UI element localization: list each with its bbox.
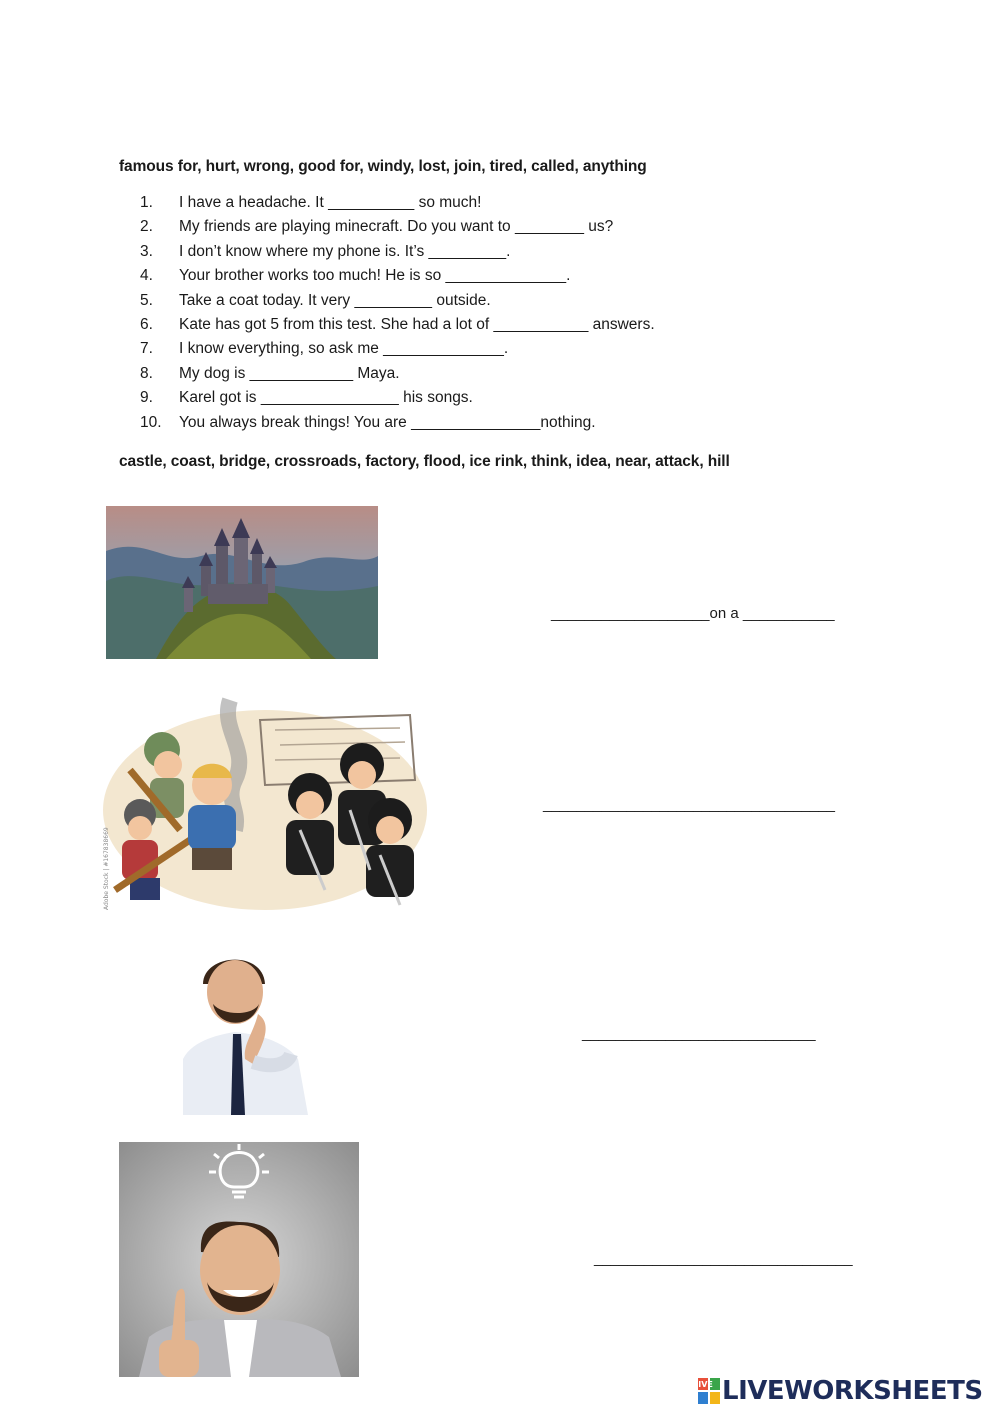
list-item: 3. I don’t know where my phone is. It’s _________. xyxy=(140,242,511,260)
liveworksheets-logo[interactable] xyxy=(693,1376,983,1406)
list-item: 10. You always break things! You are _______________nothing. xyxy=(140,413,596,431)
logo-text: LIVEWORKSHEETS xyxy=(722,1376,983,1406)
list-item: 6. Kate has got 5 from this test. She had a lot of ___________ answers. xyxy=(140,315,655,333)
thinking-man-image xyxy=(183,944,308,1115)
list-item: 5. Take a coat today. It very _________ outside. xyxy=(140,291,491,309)
list-item: 7. I know everything, so ask me ______________. xyxy=(140,340,509,358)
image-watermark: Adobe Stock | #167838669 xyxy=(103,827,110,910)
word-bank-1: famous for, hurt, wrong, good for, windy, lost, join, tired, called, anything xyxy=(119,158,647,175)
list-item: 9. Karel got is ________________ his songs. xyxy=(140,389,473,407)
answer-castle[interactable]: ___________________on a ___________ xyxy=(551,605,835,622)
list-item: 2. My friends are playing minecraft. Do you want to ________ us? xyxy=(140,218,614,236)
sentence-list xyxy=(140,194,655,438)
attack-image xyxy=(100,690,430,915)
answer-think[interactable]: ____________________________ xyxy=(582,1025,816,1042)
list-item: 4. Your brother works too much! He is so ______________. xyxy=(140,267,571,285)
logo-mark-text: LIVE xyxy=(693,1380,713,1389)
castle-image xyxy=(106,506,378,659)
logo-icon xyxy=(693,1378,720,1404)
answer-idea[interactable]: _______________________________ xyxy=(594,1250,853,1267)
word-bank-2: castle, coast, bridge, crossroads, factory, flood, ice rink, think, idea, near, attack, hill xyxy=(119,453,730,470)
list-item: 8. My dog is ____________ Maya. xyxy=(140,364,400,382)
idea-man-image xyxy=(119,1142,359,1377)
list-item: 1. I have a headache. It __________ so much! xyxy=(140,194,482,211)
answer-attack[interactable]: ___________________________________ xyxy=(543,796,835,813)
